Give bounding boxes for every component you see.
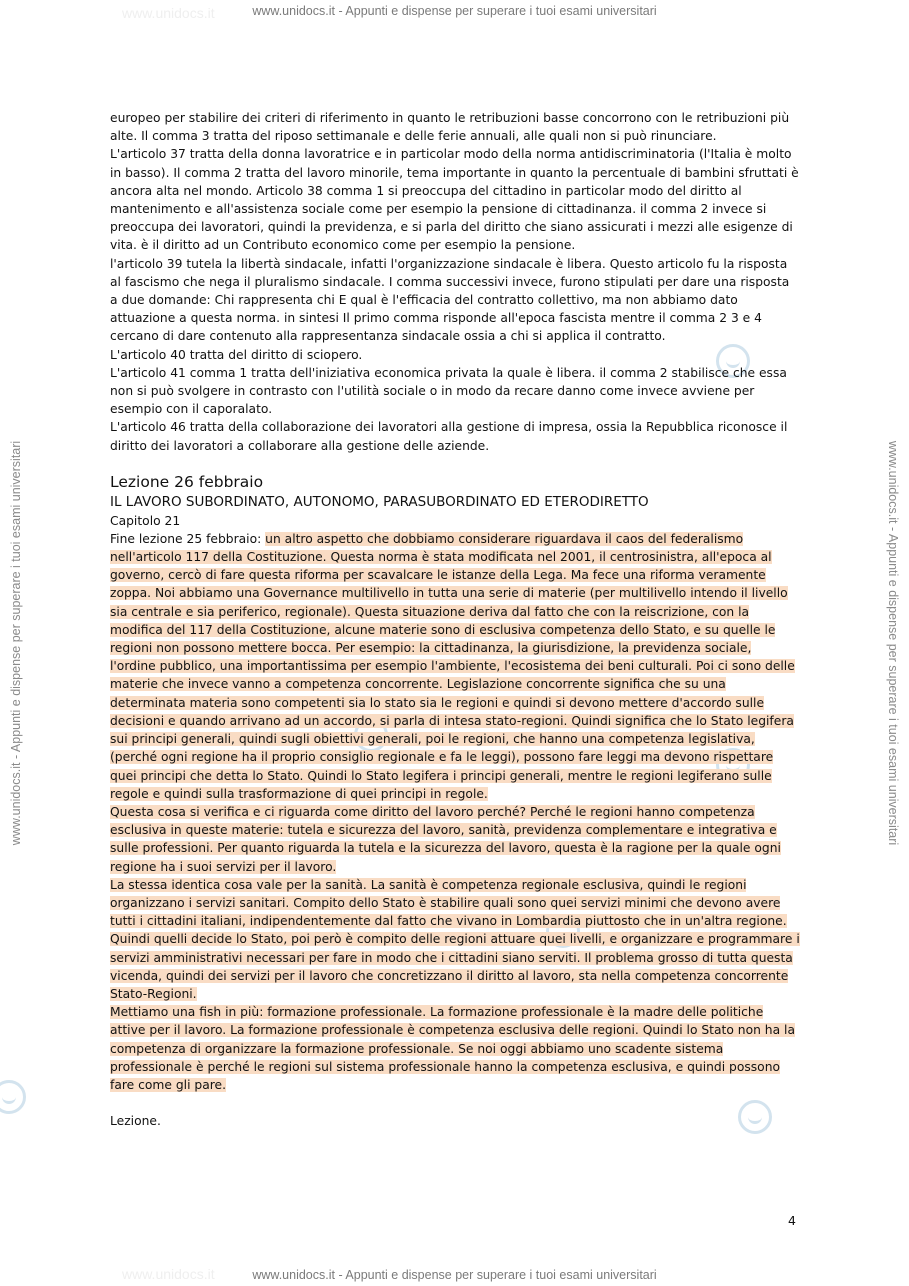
spacer: [110, 1094, 800, 1112]
lead-text: Fine lezione 25 febbraio:: [110, 531, 266, 546]
paragraph: [110, 803, 800, 876]
paragraph: [110, 530, 800, 803]
watermark-top: www.unidocs.it - Appunti e dispense per superare i tuoi esami universitari: [252, 4, 657, 18]
lesson-title: Lezione 26 febbraio: [110, 472, 264, 491]
ghost-watermark: www.unidocs.it: [122, 1266, 215, 1282]
document-body: [110, 109, 800, 1130]
lesson-subtitle: IL LAVORO SUBORDINATO, AUTONOMO, PARASUBORDINATO ED ETERODIRETTO: [110, 493, 649, 510]
page-number: 4: [788, 1213, 796, 1228]
paragraph: l'articolo 39 tutela la libertà sindacale, infatti l'organizzazione sindacale è libera. Questo articolo fu la risposta al fascismo che nega il pluralismo sindacale. I comma successivi invece, furono stipulati per dare una risposta a due domande: Chi rappresenta chi E qual è l'efficacia del contratto collettivo, ma non abbiamo dato attuazione a questa norma. in sintesi Il primo comma risponde all'epoca fascista mentre il comma 2 3 e 4 cercano di dare contenuto alla rappresentanza sindacale ossia a chi si applica il contratto.: [110, 256, 790, 344]
watermark-logo-icon: [0, 1080, 26, 1114]
paragraph: L'articolo 37 tratta della donna lavoratrice e in particolar modo della norma antidiscriminatoria (l'Italia è molto in basso). Il comma 2 tratta del lavoro minorile, tema importante in quanto la percentuale di bambini sfruttati è ancora alta nel mondo. Articolo 38 comma 1 si preoccupa del cittadino in particolar modo del diritto al mantenimento e all'assistenza sociale come per esempio la pensione di cittadinanza. il comma 2 invece si preoccupa dei lavoratori, quindi la previdenza, e si parla del diritto che siano assicurati i mezzi alle esigenze di vita. è il diritto ad un Contributo economico come per esempio la pensione.: [110, 147, 799, 253]
watermark-left: www.unidocs.it - Appunti e dispense per superare i tuoi esami universitari: [9, 440, 23, 846]
paragraph: L'articolo 46 tratta della collaborazione dei lavoratori alla gestione di impresa, ossia la Repubblica riconosce il diritto dei lavoratori a collaborare alla gestione delle aziende.: [110, 420, 788, 453]
paragraph: L'articolo 40 tratta del diritto di sciopero.: [110, 347, 363, 362]
highlighted-text: Mettiamo una fish in più: formazione professionale. La formazione professionale è la madre delle politiche attive per il lavoro. La formazione professionale è competenza esclusiva delle regioni. Quindi lo Stato non ha la competenza di organizzare la formazione professionale. Se noi oggi abbiamo uno scadente sistema professionale è perché le regioni sul sistema professionale hanno la competenza esclusiva, e quindi possono fare come gli pare.: [110, 1005, 795, 1092]
paragraph: L'articolo 41 comma 1 tratta dell'iniziativa economica privata la quale è libera. il comma 2 stabilisce che essa non si può svolgere in contrasto con l'utilità sociale o in modo da recare danno come invece avviene per esempio con il caporalato.: [110, 365, 787, 417]
watermark-bottom: www.unidocs.it - Appunti e dispense per superare i tuoi esami universitari: [252, 1268, 657, 1282]
highlighted-text: La stessa identica cosa vale per la sanità. La sanità è competenza regionale esclusiva, quindi le regioni organizzano i servizi sanitari. Compito dello Stato è stabilire quali sono quei servizi minimi che devono avere tutti i cittadini italiani, indipendentemente dal fatto che vivano in Lombardia piuttosto che in un'altra regione. Quindi quelli decide lo Stato, poi però è compito delle regioni attuare quei livelli, e organizzare e programmare i servizi amministrativi necessari per fare in modo che i cittadini siano serviti. Il problema grosso di tutta questa vicenda, quindi dei servizi per il lavoro che concretizzano il diritto al lavoro, sta nella competenza concorrente Stato-Regioni.: [110, 877, 800, 1001]
paragraph: europeo per stabilire dei criteri di riferimento in quanto le retribuzioni basse concorrono con le retribuzioni più alte. Il comma 3 tratta del riposo settimanale e delle ferie annuali, alle quali non si può rinunciare.: [110, 111, 790, 144]
highlighted-text: un altro aspetto che dobbiamo considerare riguardava il caos del federalismo nell'articolo 117 della Costituzione. Questa norma è stata modificata nel 2001, il centrosinistra, all'epoca al governo, cercò di fare questa riforma per scavalcare le istanze della Lega. Ma fece una riforma veramente zoppa. Noi abbiamo una Governance multilivello in tutta una serie di materie (per multilivello intendo il livello sia centrale e sia periferico, regionale). Questa situazione deriva dal fatto che con la reiscrizione, con la modifica del 117 della Costituzione, alcune materie sono di esclusiva competenza dello Stato, e su quelle le regioni non possono mettere bocca. Per esempio: la cittadinanza, la giurisdizione, la previdenza sociale, l'ordine pubblico, una importantissima per esempio l'ambiente, l'ecosistema dei beni culturali. Poi ci sono delle materie che invece vanno a competenza concorrente. Legislazione concorrente significa che su una determinata materia sono competenti sia lo stato sia le regioni e quindi si devono mettere d'accordo sulle decisioni e quando arrivano ad un accordo, si parla di intesa stato-regioni. Quindi significa che lo Stato legifera sui principi generali, quindi sugli obiettivi generali, poi le regioni, che hanno una competenza legislativa, (perché ogni regione ha il proprio consiglio regionale e fa le leggi), possono fare leggi ma devono rispettare quei principi che detta lo Stato. Quindi lo Stato legifera i principi generali, mentre le regioni legiferano sulle regole e quindi sulla trasformazione di quei principi in regole.: [110, 531, 795, 801]
watermark-right: www.unidocs.it - Appunti e dispense per superare i tuoi esami universitari: [886, 440, 900, 846]
chapter-label: Capitolo 21: [110, 513, 181, 528]
paragraph: [110, 1003, 800, 1094]
paragraph: [110, 876, 800, 1003]
closing-text: Lezione.: [110, 1114, 161, 1129]
ghost-watermark: www.unidocs.it: [122, 5, 215, 21]
highlighted-text: Questa cosa si verifica e ci riguarda come diritto del lavoro perché? Perché le regioni hanno competenza esclusiva in queste materie: tutela e sicurezza del lavoro, sanità, previdenza complementare e integrativa e sulle professioni. Per quanto riguarda la tutela e la sicurezza del lavoro, questa è la ragione per la quale ogni regione ha i suoi servizi per il lavoro.: [110, 804, 781, 874]
